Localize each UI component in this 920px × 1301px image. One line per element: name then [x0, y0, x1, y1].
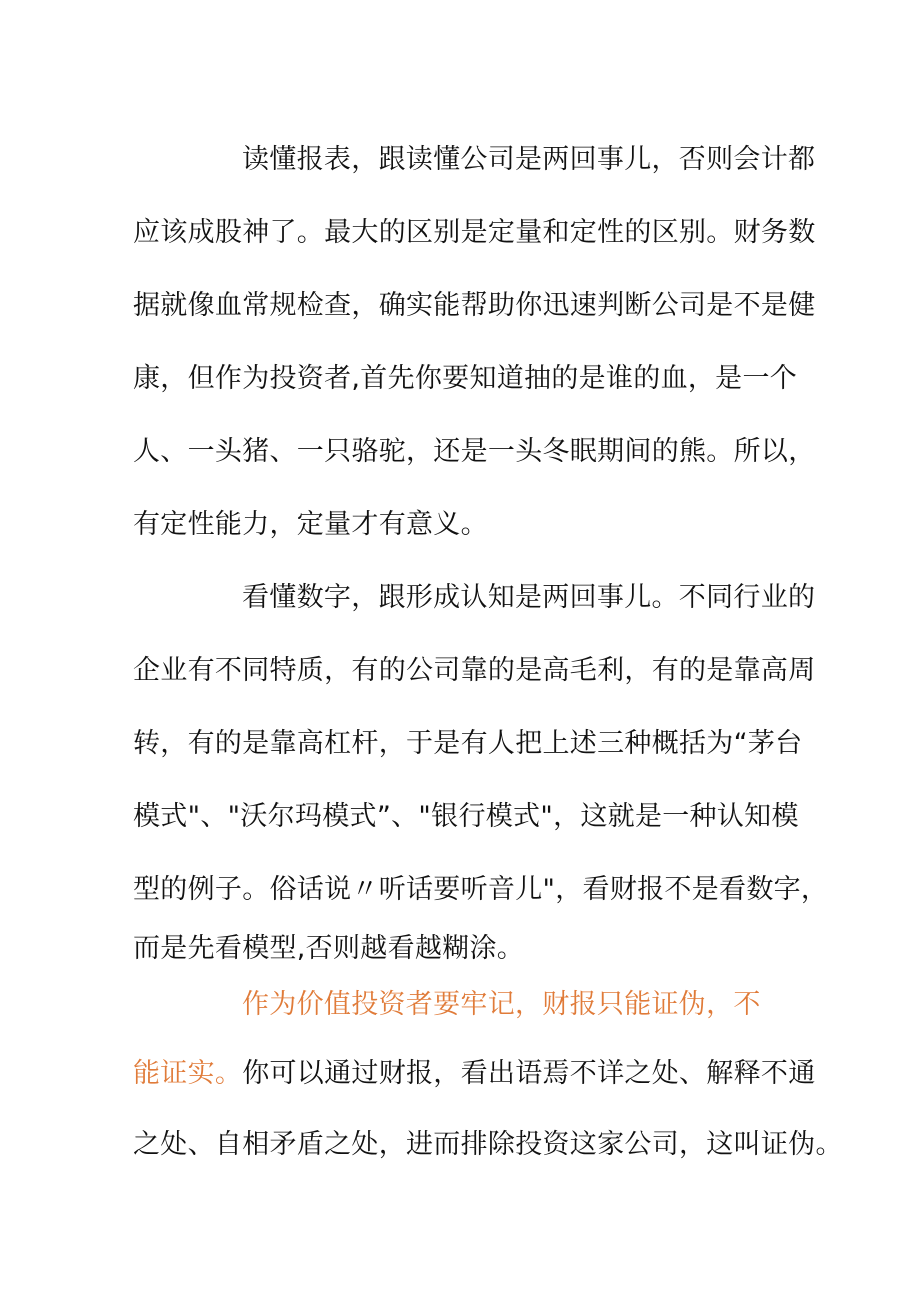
paragraph-1-line-1: 读懂报表，跟读懂公司是两回事儿，否则会计都 [242, 144, 816, 175]
paragraph-1-line-4: 康，但作为投资者,首先你要知道抽的是谁的血，是一个 [133, 363, 798, 394]
paragraph-3-line-2-rest: 你可以通过财报，看出语焉不详之处、解释不通 [242, 1058, 816, 1089]
paragraph-2-line-3: 转，有的是靠高杠杆，于是有人把上述三种概括为“茅台 [133, 728, 803, 759]
paragraph-1-line-2: 应该成股神了。最大的区别是定量和定性的区别。财务数 [133, 217, 816, 248]
paragraph-1-line-5: 人、一头猪、一只骆驼，还是一头冬眠期间的熊。所以， [133, 436, 816, 467]
paragraph-2-line-5: 型的例子。俗话说〃听话要听音儿"，看财报不是看数字， [133, 874, 829, 905]
paragraph-2-line-2: 企业有不同特质，有的公司靠的是高毛利，有的是靠高周 [133, 655, 816, 686]
paragraph-2-line-4: 模式"、"沃尔玛模式”、"银行模式"，这就是一种认知模 [133, 801, 799, 832]
paragraph-1-line-3: 据就像血常规检查，确实能帮助你迅速判断公司是不是健 [133, 290, 816, 321]
paragraph-2-line-1: 看懂数字，跟形成认知是两回事儿。不同行业的 [242, 582, 816, 613]
paragraph-3-line-2 [133, 1056, 816, 1092]
paragraph-2-line-6: 而是先看模型,否则越看越糊涂。 [133, 933, 525, 964]
paragraph-3-line-1: 作为价值投资者要牢记，财报只能证伪，不 [242, 989, 761, 1020]
paragraph-3-highlight: 能证实。 [133, 1058, 243, 1089]
paragraph-1-line-6: 有定性能力，定量才有意义。 [133, 509, 488, 540]
paragraph-3-line-3: 之处、自相矛盾之处，进而排除投资这家公司，这叫证伪。 [133, 1129, 843, 1160]
